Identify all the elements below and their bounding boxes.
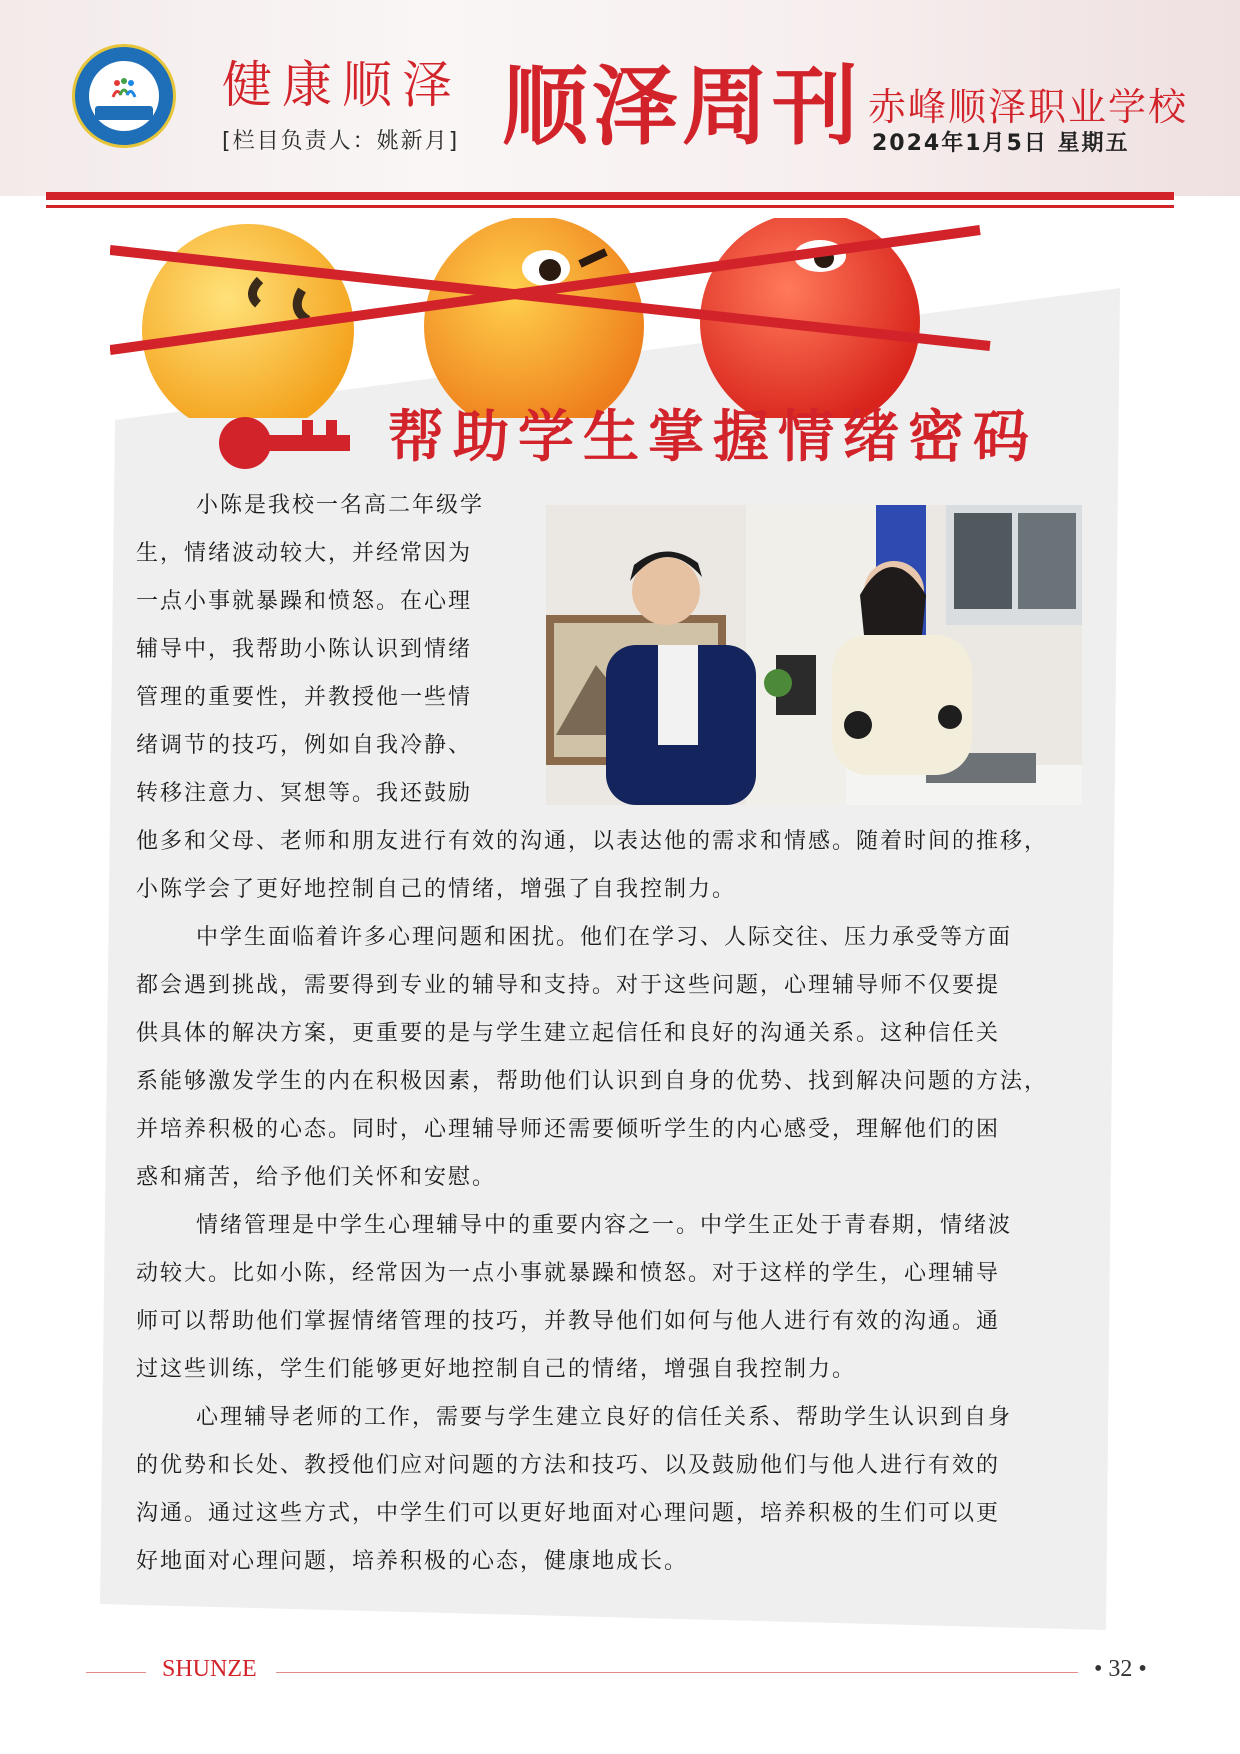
- article-line-10: 中学生面临着许多心理问题和困扰。他们在学习、人际交往、压力承受等方面: [196, 925, 1013, 950]
- header-rule-thin: [46, 205, 1174, 208]
- issue-date: 2024年1月5日 星期五: [872, 131, 1130, 156]
- article-line-21: 的优势和长处、教授他们应对问题的方法和技巧、以及鼓励他们与他人进行有效的: [136, 1453, 1001, 1478]
- page-number: • 32 •: [1094, 1656, 1147, 1682]
- counseling-photo: [546, 505, 1082, 805]
- article-line-22: 沟通。通过这些方式，中学生们可以更好地面对心理问题，培养积极的生们可以更: [136, 1501, 1001, 1526]
- article-line-13: 系能够激发学生的内在积极因素，帮助他们认识到自身的优势、找到解决问题的方法，: [136, 1069, 1049, 1094]
- article-line-9: 小陈学会了更好地控制自己的情绪，增强了自我控制力。: [136, 877, 737, 902]
- article-title: 帮助学生掌握情绪密码: [388, 405, 1038, 470]
- footer-brand: SHUNZE: [162, 1656, 257, 1682]
- people-icon: [111, 77, 137, 103]
- article-line-2: 生，情绪波动较大，并经常因为: [136, 541, 473, 566]
- header-rule-thick: [46, 192, 1174, 200]
- article-line-6: 绪调节的技巧，例如自我冷静、: [136, 733, 473, 758]
- article-line-19: 过这些训练，学生们能够更好地控制自己的情绪，增强自我控制力。: [136, 1357, 857, 1382]
- logo-center: [89, 61, 159, 131]
- article-line-15: 惑和痛苦，给予他们关怀和安慰。: [136, 1165, 497, 1190]
- footer-rule-right: [276, 1672, 1078, 1673]
- article-line-16: 情绪管理是中学生心理辅导中的重要内容之一。中学生正处于青春期，情绪波: [196, 1213, 1013, 1238]
- article-line-8: 他多和父母、老师和朋友进行有效的沟通，以表达他的需求和情感。随着时间的推移，: [136, 829, 1049, 854]
- article-line-11: 都会遇到挑战，需要得到专业的辅导和支持。对于这些问题，心理辅导师不仅要提: [136, 973, 1001, 998]
- article-line-12: 供具体的解决方案，更重要的是与学生建立起信任和良好的沟通关系。这种信任关: [136, 1021, 1001, 1046]
- article-line-7: 转移注意力、冥想等。我还鼓励: [136, 781, 473, 806]
- article-line-1: 小陈是我校一名高二年级学: [196, 493, 485, 518]
- article-line-14: 并培养积极的心态。同时，心理辅导师还需要倾听学生的内心感受，理解他们的困: [136, 1117, 1001, 1142]
- column-title: 健康顺泽: [222, 56, 462, 114]
- masthead-title: 顺泽周刊: [502, 57, 862, 157]
- article-line-20: 心理辅导老师的工作，需要与学生建立良好的信任关系、帮助学生认识到自身: [196, 1405, 1013, 1430]
- angry-emoji-banner: [110, 218, 1120, 418]
- article-line-18: 师可以帮助他们掌握情绪管理的技巧，并教导他们如何与他人进行有效的沟通。通: [136, 1309, 1001, 1334]
- school-name: 赤峰顺泽职业学校: [868, 85, 1189, 129]
- annoyed-emoji-icon: [424, 218, 644, 418]
- column-editor: [栏目负责人：姚新月]: [222, 129, 460, 154]
- school-emblem-logo: [72, 44, 176, 148]
- article-line-3: 一点小事就暴躁和愤怒。在心理: [136, 589, 473, 614]
- article-line-17: 动较大。比如小陈，经常因为一点小事就暴躁和愤怒。对于这样的学生，心理辅导: [136, 1261, 1001, 1286]
- key-icon: [218, 416, 352, 470]
- counseling-session-illustration: [546, 505, 1082, 805]
- footer-rule-left: [86, 1672, 146, 1673]
- logo-ribbon: [95, 106, 153, 120]
- article-line-23: 好地面对心理问题，培养积极的心态，健康地成长。: [136, 1549, 689, 1574]
- article-line-4: 辅导中，我帮助小陈认识到情绪: [136, 637, 473, 662]
- article-line-5: 管理的重要性，并教授他一些情: [136, 685, 473, 710]
